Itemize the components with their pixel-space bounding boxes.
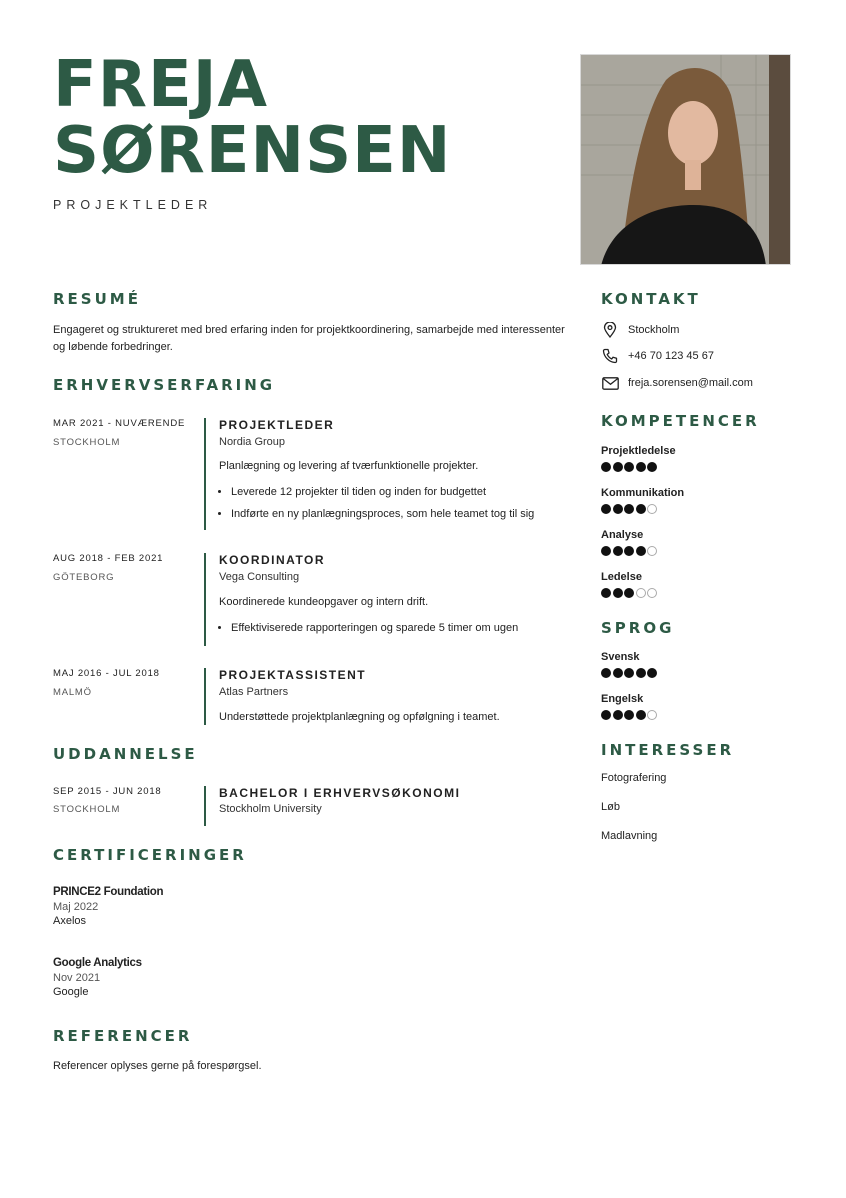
- rating-dot-filled: [613, 504, 623, 514]
- skill-name: Analyse: [601, 529, 644, 541]
- certification-name: PRINCE2 Foundation: [53, 886, 164, 898]
- last-name: SØRENSEN: [53, 114, 452, 188]
- email-icon: [601, 374, 619, 392]
- job-bullet: • Indførte en ny planlægningsproces, som hele teamet tog til sig: [231, 507, 534, 529]
- education-entry: [53, 786, 583, 826]
- skill-item: [601, 445, 676, 472]
- job-entry: [53, 553, 583, 646]
- timeline-bar: [204, 418, 206, 530]
- certification-entry: [53, 886, 163, 927]
- certification-date: Nov 2021: [53, 972, 101, 984]
- resume-heading: RESUMÉ: [53, 290, 141, 308]
- rating-dot-empty: [636, 588, 646, 598]
- rating-dot-filled: [636, 546, 646, 556]
- rating-dot-filled: [636, 668, 646, 678]
- rating-dot-empty: [647, 546, 657, 556]
- education-location: STOCKHOLM: [53, 804, 121, 815]
- rating-dot-filled: [647, 668, 657, 678]
- rating-dot-filled: [601, 504, 611, 514]
- rating-dot-filled: [624, 710, 634, 720]
- contact-phone: [601, 347, 714, 365]
- certifications-heading: CERTIFICERINGER: [53, 846, 247, 864]
- interest-item: Løb: [601, 801, 620, 813]
- rating-dot-filled: [601, 546, 611, 556]
- rating-dot-filled: [647, 462, 657, 472]
- job-title-subtitle: PROJEKTLEDER: [53, 198, 213, 212]
- skills-heading: KOMPETENCER: [601, 412, 760, 430]
- job-dates: AUG 2018 - FEB 2021: [53, 553, 164, 564]
- experience-heading: ERHVERVSERFARING: [53, 376, 276, 394]
- school-name: Stockholm University: [219, 803, 322, 815]
- contact-phone-text: +46 70 123 45 67: [628, 350, 714, 362]
- rating-dot-empty: [647, 710, 657, 720]
- profile-photo: [580, 54, 791, 265]
- certification-issuer: Axelos: [53, 915, 87, 927]
- references-heading: REFERENCER: [53, 1027, 193, 1045]
- job-title: PROJEKTLEDER: [219, 418, 335, 432]
- timeline-bar: [204, 668, 206, 725]
- rating-dot-filled: [613, 710, 623, 720]
- rating-dot-filled: [636, 462, 646, 472]
- rating-dot-filled: [613, 588, 623, 598]
- job-title: KOORDINATOR: [219, 553, 326, 567]
- language-item: [601, 693, 659, 720]
- rating-dot-filled: [613, 546, 623, 556]
- language-rating: [601, 710, 659, 720]
- skill-rating: [601, 462, 676, 472]
- job-location: STOCKHOLM: [53, 437, 121, 448]
- job-company: Atlas Partners: [219, 686, 289, 698]
- skill-rating: [601, 546, 659, 556]
- rating-dot-filled: [601, 710, 611, 720]
- rating-dot-filled: [624, 668, 634, 678]
- job-bullets: [231, 621, 518, 643]
- job-company: Vega Consulting: [219, 571, 300, 583]
- contact-location-text: Stockholm: [628, 324, 680, 336]
- contact-location: [601, 321, 679, 339]
- rating-dot-filled: [624, 588, 634, 598]
- skill-name: Kommunikation: [601, 487, 685, 499]
- certification-entry: [53, 957, 142, 998]
- skill-item: [601, 571, 659, 598]
- job-bullets: [231, 485, 534, 529]
- languages-heading: SPROG: [601, 619, 675, 637]
- interest-item: Fotografering: [601, 772, 667, 784]
- timeline-bar: [204, 553, 206, 646]
- references-text: Referencer oplyses gerne på forespørgsel.: [53, 1060, 262, 1072]
- phone-icon: [601, 347, 619, 365]
- language-item: [601, 651, 659, 678]
- job-bullet: • Leverede 12 projekter til tiden og inden for budgettet: [231, 485, 534, 507]
- interest-item: Madlavning: [601, 830, 658, 842]
- rating-dot-empty: [647, 504, 657, 514]
- rating-dot-filled: [624, 504, 634, 514]
- job-description: Understøttede projektplanlægning og opfølgning i teamet.: [219, 711, 500, 723]
- rating-dot-filled: [636, 504, 646, 514]
- job-bullet: • Effektiviserede rapporteringen og sparede 5 timer om ugen: [231, 621, 518, 643]
- job-title: PROJEKTASSISTENT: [219, 668, 367, 682]
- resume-text: Engageret og struktureret med bred erfaring inden for projektkoordinering, samarbejde med interessenter og løbende forbedringer.: [53, 324, 565, 353]
- rating-dot-filled: [613, 668, 623, 678]
- rating-dot-filled: [624, 546, 634, 556]
- language-name: Svensk: [601, 651, 640, 663]
- certification-name: Google Analytics: [53, 957, 142, 969]
- skill-item: [601, 487, 684, 514]
- interests-heading: INTERESSER: [601, 741, 735, 759]
- job-description: Planlægning og levering af tværfunktionelle projekter.: [219, 460, 479, 472]
- candidate-name: [53, 48, 452, 188]
- education-heading: UDDANNELSE: [53, 745, 198, 763]
- contact-heading: KONTAKT: [601, 290, 701, 308]
- rating-dot-filled: [601, 462, 611, 472]
- education-dates: SEP 2015 - JUN 2018: [53, 786, 162, 797]
- job-location: MALMÖ: [53, 687, 92, 698]
- job-entry: [53, 418, 583, 530]
- job-dates: MAR 2021 - NUVÆRENDE: [53, 418, 186, 429]
- contact-email-text: freja.sorensen@mail.com: [628, 377, 753, 389]
- timeline-bar: [204, 786, 206, 826]
- job-location: GÖTEBORG: [53, 572, 115, 583]
- job-entry: [53, 668, 583, 725]
- rating-dot-filled: [636, 710, 646, 720]
- rating-dot-empty: [647, 588, 657, 598]
- skill-item: [601, 529, 659, 556]
- language-name: Engelsk: [601, 693, 644, 705]
- language-rating: [601, 668, 659, 678]
- location-pin-icon: [601, 321, 619, 339]
- job-company: Nordia Group: [219, 436, 286, 448]
- rating-dot-filled: [601, 668, 611, 678]
- certification-issuer: Google: [53, 986, 89, 998]
- rating-dot-filled: [624, 462, 634, 472]
- job-description: Koordinerede kundeopgaver og intern drift.: [219, 596, 429, 608]
- certification-date: Maj 2022: [53, 901, 99, 913]
- degree-title: BACHELOR I ERHVERVSØKONOMI: [219, 786, 461, 800]
- skill-name: Ledelse: [601, 571, 642, 583]
- first-name: FREJA: [53, 48, 269, 122]
- rating-dot-filled: [601, 588, 611, 598]
- contact-email: [601, 374, 753, 392]
- skill-name: Projektledelse: [601, 445, 676, 457]
- job-dates: MAJ 2016 - JUL 2018: [53, 668, 160, 679]
- skill-rating: [601, 504, 684, 514]
- skill-rating: [601, 588, 659, 598]
- rating-dot-filled: [613, 462, 623, 472]
